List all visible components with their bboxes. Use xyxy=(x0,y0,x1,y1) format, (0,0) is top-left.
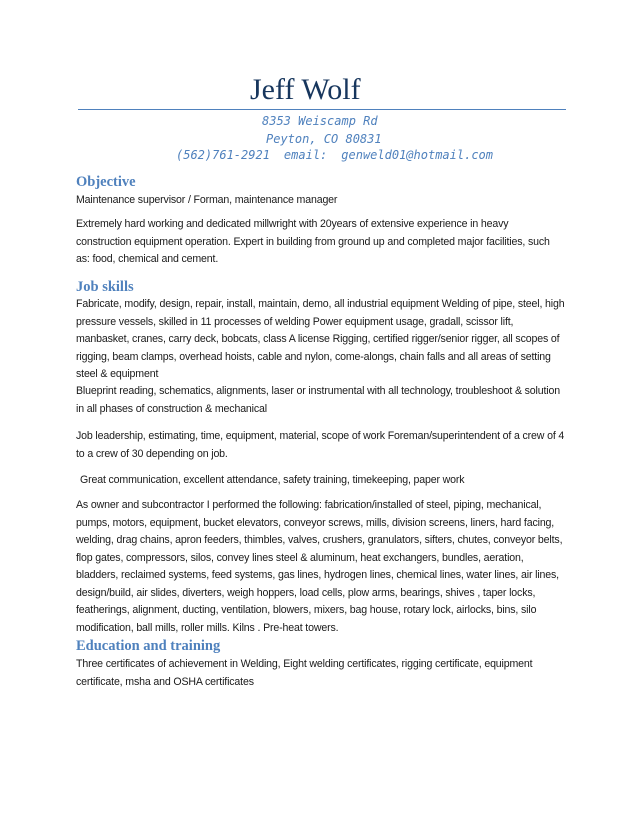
job-skills-paragraph: Job leadership, estimating, time, equipment, material, scope of work Foreman/superintendent of a crew of 4 to a crew of 30 depending on job. xyxy=(76,430,565,460)
education-heading: Education and training xyxy=(76,638,221,654)
address-line-1: 8353 Weiscamp Rd xyxy=(262,114,378,128)
job-skills-paragraph: Blueprint reading, schematics, alignments, laser or instrumental with all technology, troubleshoot & solution in all phases of construction & mechanical xyxy=(76,385,560,415)
job-skills-heading: Job skills xyxy=(76,279,134,295)
job-skills-paragraph: Fabricate, modify, design, repair, install, maintain, demo, all industrial equipment Welding of pipe, steel, high pressure vessels, skilled in 11 processes of welding Power equipment usage, gradall, scissor lift, manbasket, cranes, carry deck, bobcats, class A license Rigging, certified rigger/senior rigger, all scopes of rigging, beam clamps, overhead hoists, cable and nylon, come-alongs, chain falls and all areas of setting steel & equipment xyxy=(76,298,565,380)
job-skills-paragraph: As owner and subcontractor I performed the following: fabrication/installed of steel, piping, mechanical, pumps, motors, equipment, bucket elevators, conveyor screws, mills, division screens, liners, hard facing, welding, drag chains, apron feeders, thimbles, valves, crushers, granulators, sifters, chutes, conveyor belts, flop gates, compressors, silos, convey lines steel & aluminum, heat exchangers, bundles, aeration, bladders, reclaimed systems, feed systems, gas lines, hydrogen lines, chemical lines, water lines, air lines, design/build, air slides, diverters, weigh hoppers, load cells, plow arms, bearings, shives , taper locks, featherings, alignment, ducting, ventilation, blowers, mixers, bag house, rotary lock, airlocks, bins, silo modification, ball mills, roller mills. Kilns . Pre-heat towers. xyxy=(76,499,563,634)
objective-heading: Objective xyxy=(76,174,136,190)
education-description: Three certificates of achievement in Welding, Eight welding certificates, rigging certificate, equipment certificate, msha and OSHA certificates xyxy=(76,658,533,688)
contact-line xyxy=(176,146,493,164)
objective-description: Extremely hard working and dedicated millwright with 20years of extensive experience in heavy construction equipment operation. Expert in building from ground up and completed major facilities, such as: food, chemical and cement. xyxy=(76,218,550,265)
phone-number: (562)761-2921 xyxy=(176,148,270,162)
candidate-name: Jeff Wolf xyxy=(250,73,361,106)
email-address[interactable]: genweld01@hotmail.com xyxy=(341,148,493,162)
email-label: email: xyxy=(283,148,328,162)
job-skills-paragraph: Great communication, excellent attendance, safety training, timekeeping, paper work xyxy=(80,474,465,486)
header-divider xyxy=(78,109,566,110)
objective-summary: Maintenance supervisor / Forman, maintenance manager xyxy=(76,194,338,206)
address-line-2: Peyton, CO 80831 xyxy=(266,132,382,146)
